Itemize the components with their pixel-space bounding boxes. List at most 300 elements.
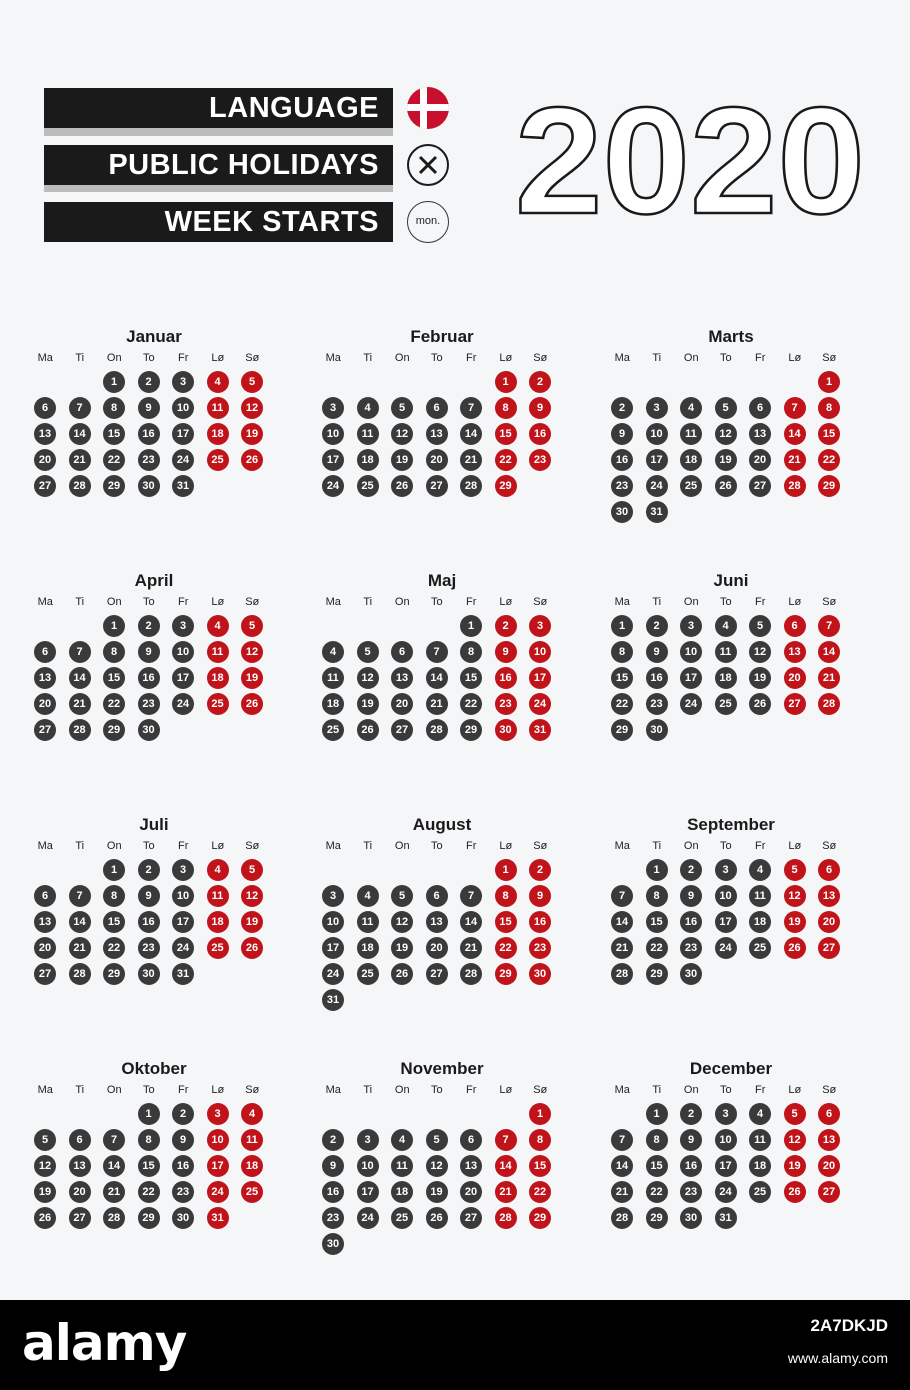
weekend-day: 10 bbox=[207, 1129, 229, 1151]
weekend-day: 19 bbox=[784, 1155, 806, 1177]
weekday-label: Sø bbox=[245, 352, 260, 364]
day: 28 bbox=[460, 963, 482, 985]
month-marts bbox=[605, 327, 857, 537]
day: 17 bbox=[172, 911, 194, 933]
day: 15 bbox=[103, 423, 125, 445]
weekday-label: Sø bbox=[822, 596, 837, 608]
day: 23 bbox=[138, 693, 160, 715]
day: 15 bbox=[611, 667, 633, 689]
weekend-day: 27 bbox=[784, 693, 806, 715]
weekend-day: 5 bbox=[784, 1103, 806, 1125]
weekday-label: Lø bbox=[211, 596, 225, 608]
day: 27 bbox=[34, 475, 56, 497]
day: 30 bbox=[611, 501, 633, 523]
day: 20 bbox=[34, 937, 56, 959]
weekend-day: 9 bbox=[495, 641, 517, 663]
day: 1 bbox=[138, 1103, 160, 1125]
day: 18 bbox=[322, 693, 344, 715]
day: 17 bbox=[172, 667, 194, 689]
day: 27 bbox=[34, 719, 56, 741]
weekday-label: Fr bbox=[466, 1084, 477, 1096]
weekend-day: 20 bbox=[784, 667, 806, 689]
day: 28 bbox=[103, 1207, 125, 1229]
day: 11 bbox=[680, 423, 702, 445]
day: 10 bbox=[322, 911, 344, 933]
day: 24 bbox=[322, 963, 344, 985]
day: 1 bbox=[611, 615, 633, 637]
day: 21 bbox=[611, 937, 633, 959]
day: 12 bbox=[391, 911, 413, 933]
month-title: September bbox=[687, 815, 775, 834]
weekend-day: 17 bbox=[529, 667, 551, 689]
day: 15 bbox=[646, 911, 668, 933]
day: 18 bbox=[749, 1155, 771, 1177]
day: 2 bbox=[680, 1103, 702, 1125]
weekday-label: Ti bbox=[363, 352, 373, 364]
weekend-day: 19 bbox=[241, 911, 263, 933]
weekend-day: 15 bbox=[495, 911, 517, 933]
weekday-label: On bbox=[394, 596, 410, 608]
weekday-label: Lø bbox=[788, 352, 802, 364]
weekday-label: On bbox=[683, 596, 699, 608]
day: 21 bbox=[69, 937, 91, 959]
day: 6 bbox=[460, 1129, 482, 1151]
weekday-label: On bbox=[106, 1084, 122, 1096]
day: 4 bbox=[357, 397, 379, 419]
weekday-label: Lø bbox=[788, 1084, 802, 1096]
day: 31 bbox=[646, 501, 668, 523]
weekend-day: 7 bbox=[495, 1129, 517, 1151]
day: 9 bbox=[680, 1129, 702, 1151]
public-holidays-label: PUBLIC HOLIDAYS bbox=[108, 149, 379, 181]
weekend-day: 28 bbox=[784, 475, 806, 497]
day: 21 bbox=[611, 1181, 633, 1203]
weekend-day: 4 bbox=[241, 1103, 263, 1125]
weekday-label: On bbox=[394, 840, 410, 852]
weekend-day: 13 bbox=[784, 641, 806, 663]
day: 2 bbox=[138, 859, 160, 881]
week-start-text: mon. bbox=[415, 215, 441, 227]
day: 21 bbox=[426, 693, 448, 715]
day: 30 bbox=[680, 963, 702, 985]
weekend-day: 14 bbox=[495, 1155, 517, 1177]
day: 31 bbox=[322, 989, 344, 1011]
day: 12 bbox=[749, 641, 771, 663]
weekend-day: 3 bbox=[207, 1103, 229, 1125]
day: 1 bbox=[103, 615, 125, 637]
weekend-day: 2 bbox=[529, 371, 551, 393]
day: 23 bbox=[172, 1181, 194, 1203]
day: 14 bbox=[69, 423, 91, 445]
weekend-day: 9 bbox=[529, 885, 551, 907]
month-title: December bbox=[689, 1059, 773, 1078]
day: 13 bbox=[749, 423, 771, 445]
day: 3 bbox=[172, 615, 194, 637]
day: 14 bbox=[69, 667, 91, 689]
weekend-day: 27 bbox=[818, 937, 840, 959]
day: 20 bbox=[426, 937, 448, 959]
weekend-day: 24 bbox=[207, 1181, 229, 1203]
year-title bbox=[515, 88, 875, 228]
weekday-label: Ti bbox=[75, 1084, 85, 1096]
weekday-label: Sø bbox=[822, 1084, 837, 1096]
weekday-label: On bbox=[106, 596, 122, 608]
weekend-day: 7 bbox=[784, 397, 806, 419]
day: 24 bbox=[322, 475, 344, 497]
weekday-label: On bbox=[106, 352, 122, 364]
weekend-day: 10 bbox=[529, 641, 551, 663]
day: 22 bbox=[103, 693, 125, 715]
day: 22 bbox=[646, 937, 668, 959]
weekday-label: Ti bbox=[652, 352, 662, 364]
day: 20 bbox=[69, 1181, 91, 1203]
day: 5 bbox=[391, 397, 413, 419]
weekend-day: 11 bbox=[207, 641, 229, 663]
day: 4 bbox=[322, 641, 344, 663]
day: 8 bbox=[138, 1129, 160, 1151]
day: 9 bbox=[646, 641, 668, 663]
day: 22 bbox=[611, 693, 633, 715]
weekday-label: Ti bbox=[75, 840, 85, 852]
day: 29 bbox=[138, 1207, 160, 1229]
day: 10 bbox=[357, 1155, 379, 1177]
day: 23 bbox=[138, 937, 160, 959]
day: 15 bbox=[460, 667, 482, 689]
day: 11 bbox=[715, 641, 737, 663]
day: 7 bbox=[460, 397, 482, 419]
day: 28 bbox=[69, 475, 91, 497]
day: 16 bbox=[322, 1181, 344, 1203]
day: 5 bbox=[391, 885, 413, 907]
day: 9 bbox=[680, 885, 702, 907]
day: 22 bbox=[103, 449, 125, 471]
weekday-label: Fr bbox=[755, 840, 766, 852]
weekday-label: On bbox=[394, 352, 410, 364]
weekday-label: Fr bbox=[755, 1084, 766, 1096]
weekday-label: Ma bbox=[614, 596, 630, 608]
weekend-day: 18 bbox=[241, 1155, 263, 1177]
month-title: Maj bbox=[427, 571, 457, 590]
day: 18 bbox=[357, 937, 379, 959]
month-september bbox=[605, 815, 857, 1025]
day: 14 bbox=[103, 1155, 125, 1177]
day: 17 bbox=[357, 1181, 379, 1203]
day: 30 bbox=[646, 719, 668, 741]
weekday-label: On bbox=[683, 352, 699, 364]
day: 6 bbox=[426, 397, 448, 419]
day: 14 bbox=[69, 911, 91, 933]
weekday-label: To bbox=[142, 352, 155, 364]
weekend-day: 25 bbox=[207, 937, 229, 959]
day: 29 bbox=[611, 719, 633, 741]
day: 19 bbox=[391, 937, 413, 959]
day: 3 bbox=[322, 397, 344, 419]
day: 8 bbox=[611, 641, 633, 663]
day: 5 bbox=[715, 397, 737, 419]
weekend-day: 1 bbox=[495, 371, 517, 393]
day: 12 bbox=[715, 423, 737, 445]
day: 27 bbox=[749, 475, 771, 497]
weekend-day: 23 bbox=[529, 937, 551, 959]
banner-shadow bbox=[44, 184, 393, 192]
day: 2 bbox=[680, 859, 702, 881]
denmark-flag-icon bbox=[407, 87, 449, 129]
weekend-day: 18 bbox=[207, 667, 229, 689]
weekend-day: 12 bbox=[241, 641, 263, 663]
weekend-day: 21 bbox=[495, 1181, 517, 1203]
month-juni bbox=[605, 571, 857, 781]
weekend-day: 15 bbox=[818, 423, 840, 445]
day: 13 bbox=[34, 911, 56, 933]
day: 1 bbox=[103, 371, 125, 393]
weekday-label: Ma bbox=[614, 840, 630, 852]
day: 10 bbox=[715, 1129, 737, 1151]
day: 16 bbox=[646, 667, 668, 689]
week-starts-label: WEEK STARTS bbox=[164, 206, 379, 238]
day: 7 bbox=[611, 885, 633, 907]
day: 24 bbox=[172, 449, 194, 471]
weekday-label: Fr bbox=[466, 352, 477, 364]
weekday-label: Ma bbox=[37, 840, 53, 852]
weekend-day: 2 bbox=[495, 615, 517, 637]
monday-circle-icon bbox=[407, 201, 449, 243]
weekend-day: 29 bbox=[818, 475, 840, 497]
day: 13 bbox=[426, 423, 448, 445]
day: 3 bbox=[646, 397, 668, 419]
day: 8 bbox=[460, 641, 482, 663]
weekend-day: 29 bbox=[495, 475, 517, 497]
weekend-day: 11 bbox=[207, 397, 229, 419]
weekend-day: 31 bbox=[529, 719, 551, 741]
weekend-day: 28 bbox=[495, 1207, 517, 1229]
banner-shadow bbox=[44, 128, 393, 136]
day: 19 bbox=[391, 449, 413, 471]
weekend-day: 5 bbox=[241, 859, 263, 881]
day: 30 bbox=[322, 1233, 344, 1255]
day: 5 bbox=[34, 1129, 56, 1151]
day: 2 bbox=[138, 371, 160, 393]
weekend-day: 5 bbox=[784, 859, 806, 881]
day: 17 bbox=[322, 449, 344, 471]
weekend-day: 18 bbox=[207, 911, 229, 933]
weekday-label: On bbox=[106, 840, 122, 852]
weekday-label: To bbox=[719, 840, 732, 852]
day: 16 bbox=[138, 911, 160, 933]
day: 20 bbox=[34, 693, 56, 715]
month-januar bbox=[28, 327, 280, 537]
weekday-label: To bbox=[142, 840, 155, 852]
weekend-day: 25 bbox=[207, 449, 229, 471]
day: 27 bbox=[69, 1207, 91, 1229]
weekday-label: Ma bbox=[37, 1084, 53, 1096]
day: 29 bbox=[646, 963, 668, 985]
weekday-label: Fr bbox=[178, 352, 189, 364]
day: 16 bbox=[138, 667, 160, 689]
day: 2 bbox=[646, 615, 668, 637]
weekend-day: 13 bbox=[818, 1129, 840, 1151]
day: 25 bbox=[749, 937, 771, 959]
day: 27 bbox=[426, 963, 448, 985]
day: 31 bbox=[715, 1207, 737, 1229]
day: 2 bbox=[611, 397, 633, 419]
weekday-label: Sø bbox=[822, 352, 837, 364]
day: 27 bbox=[34, 963, 56, 985]
month-title: Januar bbox=[126, 327, 182, 346]
weekend-day: 31 bbox=[207, 1207, 229, 1229]
weekday-label: Lø bbox=[788, 840, 802, 852]
weekday-label: Ma bbox=[325, 352, 341, 364]
weekend-day: 25 bbox=[207, 693, 229, 715]
day: 17 bbox=[172, 423, 194, 445]
weekday-label: Lø bbox=[211, 352, 225, 364]
weekend-day: 6 bbox=[784, 615, 806, 637]
day: 13 bbox=[460, 1155, 482, 1177]
day: 7 bbox=[69, 885, 91, 907]
day: 12 bbox=[426, 1155, 448, 1177]
week-starts-banner bbox=[44, 202, 393, 242]
day: 29 bbox=[460, 719, 482, 741]
day: 13 bbox=[34, 423, 56, 445]
day: 17 bbox=[680, 667, 702, 689]
day: 7 bbox=[69, 397, 91, 419]
day: 27 bbox=[426, 475, 448, 497]
day: 9 bbox=[172, 1129, 194, 1151]
weekday-label: Ti bbox=[652, 596, 662, 608]
weekday-label: Ti bbox=[363, 1084, 373, 1096]
weekend-day: 26 bbox=[784, 1181, 806, 1203]
day: 17 bbox=[715, 911, 737, 933]
day: 22 bbox=[646, 1181, 668, 1203]
day: 28 bbox=[611, 1207, 633, 1229]
weekend-day: 26 bbox=[241, 449, 263, 471]
weekday-label: To bbox=[142, 596, 155, 608]
weekend-day: 22 bbox=[495, 937, 517, 959]
footer-bar bbox=[0, 1300, 910, 1390]
day: 25 bbox=[357, 475, 379, 497]
day: 20 bbox=[749, 449, 771, 471]
weekday-label: Ti bbox=[75, 596, 85, 608]
weekend-day: 4 bbox=[207, 859, 229, 881]
day: 29 bbox=[646, 1207, 668, 1229]
weekday-label: Ma bbox=[614, 352, 630, 364]
weekend-day: 30 bbox=[495, 719, 517, 741]
weekend-day: 12 bbox=[241, 885, 263, 907]
weekend-day: 3 bbox=[529, 615, 551, 637]
day: 30 bbox=[138, 719, 160, 741]
day: 16 bbox=[611, 449, 633, 471]
day: 25 bbox=[322, 719, 344, 741]
weekday-label: Ma bbox=[614, 1084, 630, 1096]
day: 10 bbox=[680, 641, 702, 663]
day: 29 bbox=[103, 719, 125, 741]
weekend-day: 21 bbox=[818, 667, 840, 689]
weekend-day: 12 bbox=[784, 1129, 806, 1151]
day: 4 bbox=[680, 397, 702, 419]
weekend-day: 5 bbox=[241, 371, 263, 393]
weekend-day: 28 bbox=[818, 693, 840, 715]
day: 15 bbox=[103, 911, 125, 933]
weekend-day: 11 bbox=[241, 1129, 263, 1151]
x-circle-icon bbox=[407, 144, 449, 186]
weekend-day: 16 bbox=[529, 911, 551, 933]
day: 21 bbox=[460, 937, 482, 959]
weekend-day: 5 bbox=[241, 615, 263, 637]
weekday-label: To bbox=[430, 352, 443, 364]
weekend-day: 20 bbox=[818, 1155, 840, 1177]
day: 5 bbox=[749, 615, 771, 637]
month-oktober bbox=[28, 1059, 280, 1269]
month-maj bbox=[316, 571, 568, 781]
day: 3 bbox=[172, 371, 194, 393]
day: 14 bbox=[426, 667, 448, 689]
weekday-label: Sø bbox=[245, 1084, 260, 1096]
day: 6 bbox=[391, 641, 413, 663]
weekday-label: Ma bbox=[325, 840, 341, 852]
footer-url: www.alamy.com bbox=[787, 1350, 888, 1366]
weekday-label: Lø bbox=[499, 596, 513, 608]
weekday-label: Ti bbox=[75, 352, 85, 364]
weekday-label: Sø bbox=[245, 840, 260, 852]
day: 26 bbox=[426, 1207, 448, 1229]
day: 9 bbox=[611, 423, 633, 445]
weekend-day: 1 bbox=[818, 371, 840, 393]
day: 15 bbox=[103, 667, 125, 689]
day: 26 bbox=[391, 963, 413, 985]
weekday-label: Fr bbox=[466, 840, 477, 852]
day: 11 bbox=[357, 423, 379, 445]
day: 18 bbox=[680, 449, 702, 471]
day: 30 bbox=[680, 1207, 702, 1229]
weekday-label: Fr bbox=[755, 352, 766, 364]
day: 17 bbox=[322, 937, 344, 959]
day: 13 bbox=[426, 911, 448, 933]
weekday-label: Ma bbox=[325, 1084, 341, 1096]
day: 16 bbox=[680, 1155, 702, 1177]
day: 21 bbox=[103, 1181, 125, 1203]
day: 7 bbox=[426, 641, 448, 663]
weekend-day: 8 bbox=[495, 885, 517, 907]
day: 1 bbox=[103, 859, 125, 881]
weekend-day: 6 bbox=[818, 1103, 840, 1125]
day: 26 bbox=[34, 1207, 56, 1229]
day: 7 bbox=[69, 641, 91, 663]
day: 24 bbox=[357, 1207, 379, 1229]
day: 14 bbox=[460, 423, 482, 445]
weekend-day: 19 bbox=[241, 423, 263, 445]
day: 23 bbox=[611, 475, 633, 497]
weekend-day: 29 bbox=[529, 1207, 551, 1229]
day: 28 bbox=[69, 963, 91, 985]
day: 6 bbox=[34, 397, 56, 419]
day: 23 bbox=[322, 1207, 344, 1229]
day: 21 bbox=[69, 693, 91, 715]
day: 11 bbox=[749, 885, 771, 907]
day: 8 bbox=[646, 885, 668, 907]
weekday-label: Lø bbox=[211, 840, 225, 852]
day: 23 bbox=[138, 449, 160, 471]
day: 2 bbox=[138, 615, 160, 637]
day: 10 bbox=[715, 885, 737, 907]
day: 20 bbox=[426, 449, 448, 471]
weekday-label: Ti bbox=[363, 596, 373, 608]
alamy-logo: alamy bbox=[22, 1314, 187, 1372]
weekend-day: 9 bbox=[529, 397, 551, 419]
day: 24 bbox=[646, 475, 668, 497]
day: 3 bbox=[680, 615, 702, 637]
day: 4 bbox=[357, 885, 379, 907]
day: 28 bbox=[460, 475, 482, 497]
day: 16 bbox=[138, 423, 160, 445]
